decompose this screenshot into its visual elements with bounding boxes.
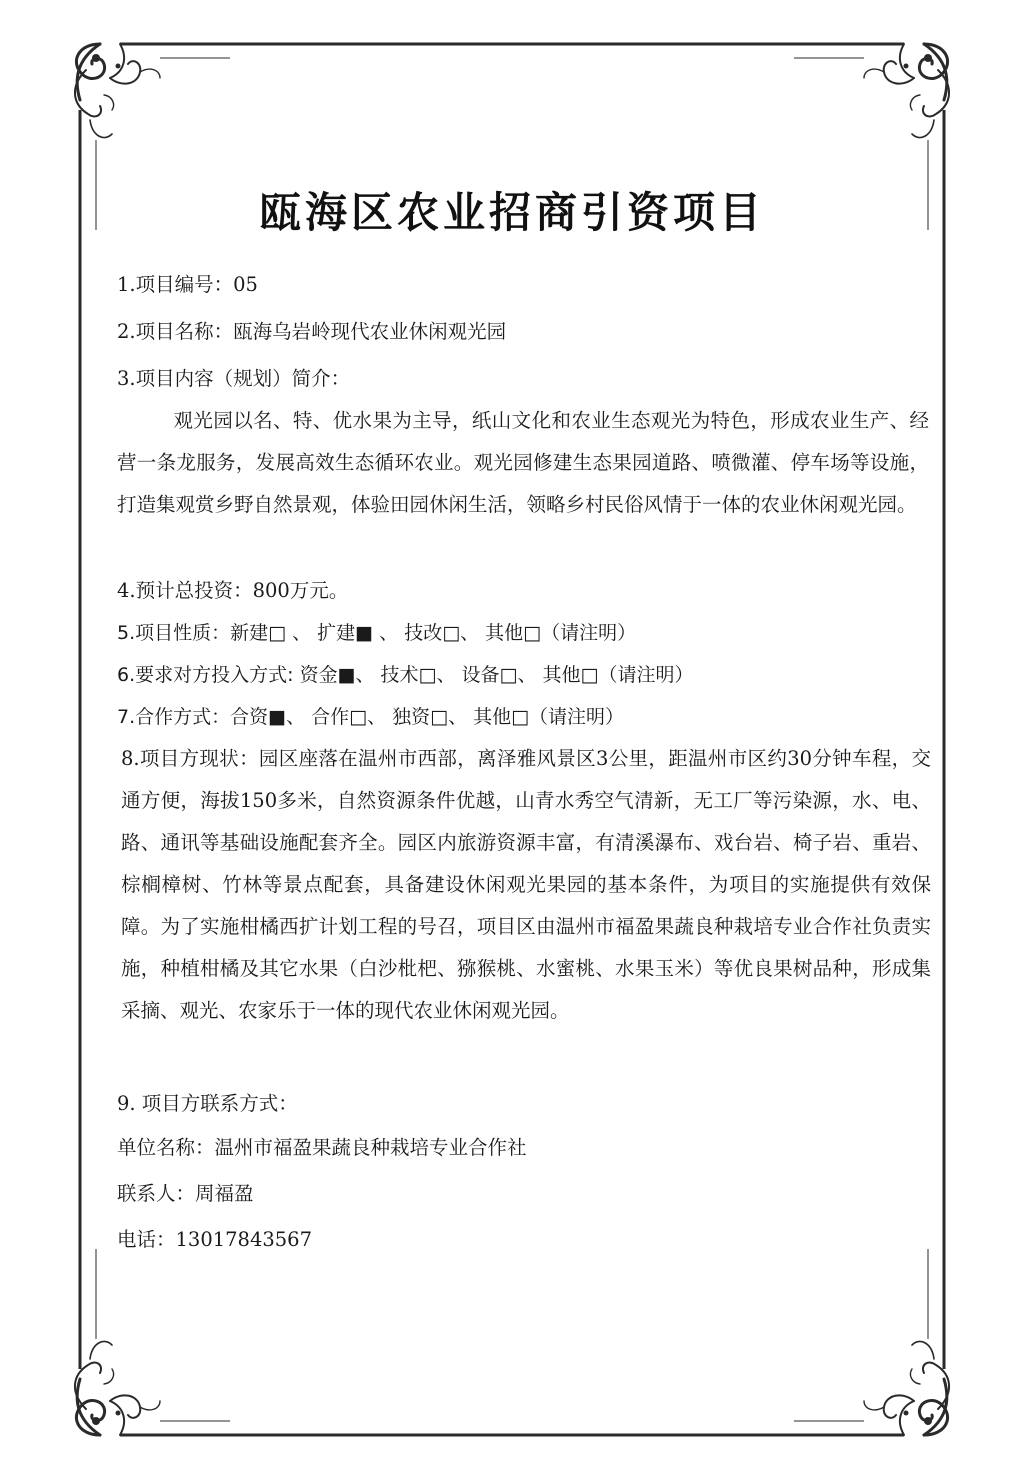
page-title: 瓯海区农业招商引资项目	[258, 188, 765, 237]
project-content-heading: 3.项目内容（规划）简介：	[117, 367, 351, 390]
project-name: 2.项目名称：瓯海乌岩岭现代农业休闲观光园	[117, 320, 507, 343]
unit-name: 单位名称：温州市福盈果蔬良种栽培专业合作社	[117, 1136, 527, 1159]
ornamental-corner-icon	[75, 44, 160, 138]
ornamental-corner-icon	[864, 1341, 949, 1435]
ornamental-corner-icon	[864, 44, 949, 138]
project-number: 1.项目编号：05	[117, 273, 258, 296]
investment-method: 6.要求对方投入方式: 资金■、 技术□、 设备□、 其他□（请注明）	[117, 664, 694, 686]
phone-number: 电话：13017843567	[117, 1228, 312, 1251]
total-investment: 4.预计总投资：800万元。	[117, 579, 349, 602]
project-status-paragraph: 8.项目方现状：园区座落在温州市西部，离泽雅风景区3公里，距温州市区约30分钟车程，交通方便，海拔150多米，自然资源条件优越，山青水秀空气清新，无工厂等污染源，水、电、路、通讯等基础设施配套齐全。园区内旅游资源丰富，有清溪瀑布、戏台岩、椅子岩、重岩、棕榈樟树、竹林等景点配套，具备建设休闲观光果园的基本条件，为项目的实施提供有效保障。为了实施柑橘西扩计划工程的号召，项目区由温州市福盈果蔬良种栽培专业合作社负责实施，种植柑橘及其它水果（白沙枇杷、猕猴桃、水蜜桃、水果玉米）等优良果树品种，形成集采摘、观光、农家乐于一体的现代农业休闲观光园。	[121, 747, 931, 1022]
ornamental-corner-icon	[75, 1341, 160, 1435]
cooperation-method: 7.合作方式：合资■、 合作□、 独资□、 其他□（请注明）	[117, 706, 625, 728]
contact-heading: 9. 项目方联系方式：	[117, 1092, 298, 1115]
project-intro-paragraph: 观光园以名、特、优水果为主导，纸山文化和农业生态观光为特色，形成农业生产、经营一条龙服务，发展高效生态循环农业。观光园修建生态果园道路、喷微灌、停车场等设施，打造集观赏乡野自然景观，体验田园休闲生活，领略乡村民俗风情于一体的农业休闲观光园。	[117, 409, 929, 516]
contact-person: 联系人：周福盈	[117, 1182, 254, 1205]
project-nature: 5.项目性质：新建□ 、 扩建■ 、 技改□、 其他□（请注明）	[117, 622, 637, 644]
